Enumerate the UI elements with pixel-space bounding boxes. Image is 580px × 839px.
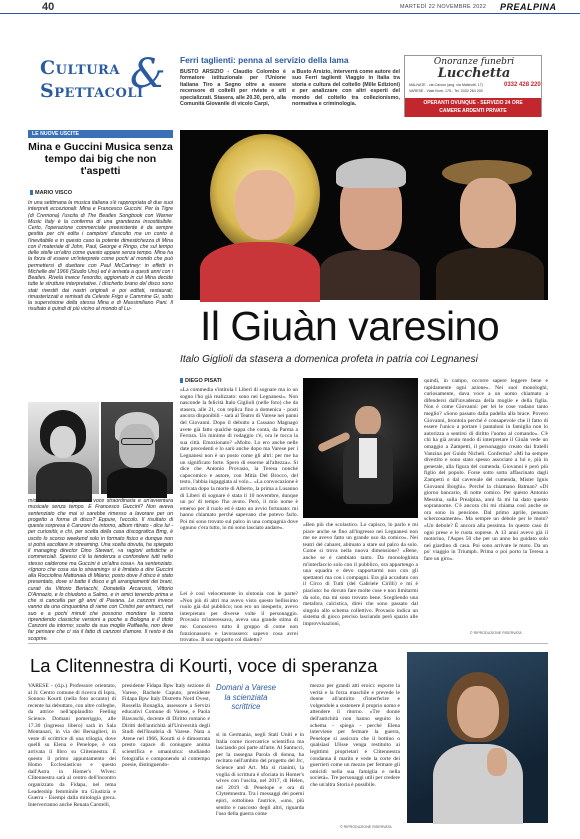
photo-kourti-body: [433, 744, 523, 824]
page-date: MARTEDÌ 22 NOVEMBRE 2022: [400, 4, 487, 10]
ad-banner-line2: CAMERE ARDENTI PRIVATE: [439, 108, 507, 114]
bottom-headline: La Clitennestra di Kourti, voce di speranza: [30, 655, 378, 676]
section-title: [40, 51, 180, 109]
main-byline: [180, 378, 222, 384]
bottom-col3-top: [282, 683, 304, 731]
brand-logo: PREALPINA: [500, 2, 557, 12]
photo-guccini-body: [107, 468, 167, 498]
main-photo-legnanesi: [180, 130, 548, 300]
section-title-line2: Spettacoli: [40, 80, 144, 102]
photo-guccini-glasses: [121, 438, 153, 445]
main-col3: quindi, in campo, occorre sapere leggere bene e rapidamente ogni azione». Nei suoi monologhi, curiosamente, dava voce a un uomo chiamato a difendersi dall'invadenza della moglie e della figlia. Non è come Giovanni: per lei le cose vadano tanto meglio? «Sono passato dalla padella alla brace. Povero Giovanni, brontola perché è consapevole che il fatto di essere l'unico a portare i pantaloni in famiglia non lo autorizza a sentirsi di diritto l'uomo al comando». C'è chi ha già avuto modo di interpretare il Giuàn vede un omaggio a Zampetti, il personaggio creato dai fratelli Vanzina per Guido Nicheli. Conferma? «Mi ha sempre divertito e sono stato spesso associato a lui e, più in generale, alla figura del cumenda. Giovanni è però più figlio del popolo. Forse sotto sotto affascinato dagli Zampetti o dal cavereale del cumenda, Mister Ignis Giovanni Borghi». Perché la chiamano Batman? «Di giorno bancario, di notte comico. Per questo Antonio Messina, sulla Prealpina, anni fa mi ha dato questo soprannome. C'è ancora chi mi chiama così anche se ora sono in pensione. Dal primo aprile, pensato scherzosamente». Ma sempre un debole per le moto? «Un debole? È ancora alla pessima. In questo caso di ogni prese e le ruota soprese. A 13 anni avevo già il motorino, l'Aspes 50 che per un anno ho guidato solo nel giardino di casa. Poi sono arrivate le moto. Da un po' viaggio in Triumph. Prima o poi porto la Teresa a fare un giro».: [424, 378, 548, 563]
left-byline-name: MARIO VISCO: [35, 190, 72, 196]
left-article: [28, 130, 173, 642]
photo-kourti-hand: [487, 748, 507, 776]
left-body-bottom: mione fa la forza per una voce straordinaria e un'avventura musicale senza tempo. E Francesco Guccini? Non aveva sentenziato che mai si sarebbe rimesso a lavorare per un progetto a forma di disco? Eppure, l'eccolo. Il risultato di questa sorpresa è Canzoni da intorno, album ritirato - dice lui - per curiosità; e chi, per scelta della casa discografica Bmg, è uscito lo scorso weekend solo in formato fisico e dunque non si potrà ascoltare in streaming. Una scelta dovuta, ha spiegato il managing director Dino Stewart, «a ragioni artistiche e commerciali. Spesso c'è la tendenza a confondere tutti nello stesso calderone ma Guccini è un'altra cosa». ha sentenziato. «Ignoro che cosa sia lo streaming» si è limitato a dire Guccini alla Rocciolina Mattonaia di Milano; posto dove il disco è stato presentato, dove si batte il disco e gli arrangiamenti dei brani, curati da Vittorio Bertacchi, Donatella Arcarossi, Vittorio D'Annazio, e lo chiudono a Salmo, e in amici tenendo prima e che si cancella per gli anni di Pavana. Le canzoni invece vanno da una cinquantina di rame con Cristini per entrarci, nel suo e a pochi minuti che possono mondare la scena riprendendo classiche versioni a poche a Bologna e il titolo Canzoni da intorno; scelto da sua moglie Raffaella, non deve far pensare che ci sia il fatto di canzoni d'amore. Il resto è da scoprire.: [28, 498, 173, 642]
photo-face-right: [460, 178, 516, 248]
photo-kourti-face: [457, 686, 499, 738]
left-headline: Mina e Guccini Musica senza tempo dai big che non t'aspetti: [28, 141, 173, 177]
photo-guccini: [101, 402, 173, 494]
byline-marker: [30, 190, 33, 195]
photo-mina-body: [36, 462, 92, 502]
ad-banner: [405, 98, 541, 117]
byline-marker-main: [180, 378, 183, 383]
bottom-col3: si in Germania, negli Stati Uniti e in Italia come ricercatrice scientifica ma lasciando poi parte all'arte. Al Santucci, per la rassegna Parola di donna, ha recitato nell'ambito del progetto del Jrc, Science and Art. Ma si rianimi, la voglia di scrittura è sfociata in Homer's wives con l'uscita, nel 2017, di Helen, nel 2019 di Penelope e ora di Clytemnestra. Tra i messaggi dei poemi epici, sottolinea l'autrice, «uno, più sentito e nascosto degli altri, riguarda l'uso della guerra come: [216, 732, 304, 818]
promo-title: Ferri taglienti: penna al servizio della lama: [180, 55, 349, 65]
main-credit: © RIPRODUZIONE RISERVATA: [470, 631, 522, 635]
left-byline: [30, 190, 72, 196]
main-headline: Il Giuàn varesino: [200, 303, 500, 349]
funeral-ad: [404, 55, 542, 117]
promo-col1: BUSTO ARSIZIO - Claudio Colombo è formatore istituzionale per l'Unione Italiana Tiro a Segno oltre a essere recensore di coltelli per riviste e siti specializzati. Stasera, alle 20.30, però, alla Comunità Giovanile di vicolo Carpi,: [180, 69, 286, 108]
photo-mina-face: [50, 426, 76, 458]
photo-giglioli-stage: [303, 378, 418, 518]
ad-address: MALNATE - via Cavour (ang. via Matteotti, 17): [409, 83, 483, 87]
section-divider: [28, 643, 548, 644]
left-kicker: LE NUOVE USCITE: [28, 130, 173, 138]
main-col1: «La commedia s'intitola I Liberi di sognare ma io un sogno l'ho già realizzato: sono nei Legnanesi». Non nasconde la felicità Italo Giglioli (nelle foto) che da stasera, alle 21, con replica fino a domenica - posti ancora disponibili - sarà al Teatro di Varese nei panni del Giovanni. Dopo il debutto a Cassano Magnago avete già fatto qualche tappa che conta, da Parma a Ferrara. Un minimo di rodaggio c'è, ora le tocca la sua città. Emozionato? «Molto. Lo ero anche nelle date precedenti e lo sarò anche dopo ma Varese per i Legnanesi non è un posto come gli altri: per me ha un significato forte. Spero di esserne all'altezza». Si dice che Antonio Provasio, la Teresa nonché capocomico e autore, con Mitia Del Brocco, del testo, l'abbia ingaggiata al volo... «La convocazione è arrivata dopo la morte di Alberto, la prima a Lusanno di Liberi di sognare è stata il 10 novembre, dunque un po' di tempo l'ho avuto. Però, il mio nome è emerso per il ruolo ed è stato un avvio fortunato: mi hanno chiamato perché sapevano che potevo farlo. Poi mi sono trovato sul palco in una compagnia dove ognuno c'era tutto, io mi sono lasciato andare».: [180, 387, 298, 532]
bottom-pullquote: Domani a Varese la scienziata scrittrice: [216, 683, 276, 711]
ad-name: Lucchetta: [437, 66, 511, 81]
main-byline-name: DIEGO PISATI: [185, 378, 222, 384]
bottom-credit: © RIPRODUZIONE RISERVATA: [340, 825, 392, 829]
page-header: [0, 0, 580, 14]
bottom-col1: VARESE - (d.p.) Professore orientato, al Jr. Centro comune di ricerca di Ispra, Sonnou Kourti (nella foto accanto) di recente ha debuttato, con altre colleghe, da attrice nell'applaudito Feeling Science. Domani pomeriggio, alle 17.30 (ingresso libero) sarà in Sala Montanari, in via dei Bersaglieri, in veste di scrittrice di una trilogia, dove quelli su Elena e Penelope, è ora arrivata il libro su Clitennestra. È questo il primo appuntamento dei Homo Ecclesiasticus e questo dall'Astra in Homer's Wives: Clitennestra sarà al centro dell'incontro organizzato da Fidapa, nel tema Leadership femminile tra Giustizia e Guerra - Esempi dalla mitologia greca. Interverranno anche Renata Carstelli,: [28, 683, 116, 808]
promo-col2: a Busto Arsizio, interverrà come autore del suo Ferri taglienti Viaggio in Italia tra storia e cultura del coltello (Mille Edizioni) e per analizzare con altri esperti del mondo del coltello tra collezionismo, normativa e criminologia.: [292, 69, 400, 108]
section-ampersand: &: [130, 51, 166, 97]
photo-kourti: [407, 652, 548, 823]
photo-body-middle: [320, 250, 420, 300]
photo-stage-head: [355, 406, 381, 436]
page-number: 40: [42, 1, 55, 13]
photo-face-left: [235, 170, 295, 240]
photo-body-right: [436, 248, 544, 300]
main-subhead: Italo Giglioli da stasera a domenica profeta in patria coi Legnanesi: [180, 354, 478, 365]
main-col1b: Lei è così velocemente in sintonia con le parte? «Non più di altri ma avevo visto questo bellissimo ruolo già dal pubblico; non ero un inesperto, avevo interpretato per diverse volte il personaggio. Provasio m'interessava, aveva una grande stima di me. Conoscevo tutto il gruppo di come non funzionassero e lavorassero: sapevo cosa avrei trovato». Il suo rapporto col dialetto?: [180, 591, 298, 644]
ad-banner-line1: OPERANTI OVUNQUE - SERVIZIO 24 ORE: [423, 100, 523, 106]
photo-mina: [28, 402, 99, 494]
ad-phone: 0332 428 220: [504, 81, 541, 88]
section-title-line1: Cultura: [40, 57, 120, 79]
photo-guccini-face: [119, 424, 155, 468]
ad-line2: VARESE - Viale Borri, 175 - Tel. 0332 264 200: [409, 89, 483, 93]
left-body-top: In una settimana la musica italiana s'è rappropriata di due suoi interpreti eccezionali: Mina e Francesco Guccini. Per la Tigre (di Cremona) l'uscita di The Beatles Songbook con Warner Music Italy è la conferma di una grandezza insostituibile. Certo, l'operazione commerciale preesistente è da sempre gestita per chi edita i campioni d'ascolto ma un conto è l'inevitabile e in questo caso la potente dimestichezza di Mina con il materiale di John, Paul, George e Ringo, che sul tempo delle stelle un'altro come questo appare senza tempo. Mina ha la forza di essere un'interprete come pochi al mondo che può permettersi di duettare con Paul McCartney: in effetti in Michelle del 1966 (Studio Uno) ed è arrivata a questi anni con i Beatles. Rivela invece l'esordio, aggiornato in cui Mina decide tutte le strutture interpretative. I dischetto brano del disco sono stati rivestiti dai nastri originali e poi editati, restaurati, rimasterizzati e remixati da Celeste Frigo e Cammine Gi, sotto la supervisione della stessa Mina e di Massimiliano Pani. Il risultato è quindi di più vicino al mondo di Lu-: [28, 200, 173, 313]
photo-stage-shirt: [359, 438, 377, 478]
photo-hair-middle: [336, 158, 406, 188]
bottom-col2: presidente Fidapa Bpw Italy sezione di Varese, Rachele Caputo, presidente Fidapa Bpw Italy Distretto Nord Ovest, Rossella Bonaglia, assessore a Servizi educativi Comune di Varese, e Paola Biavaschi, docente di Diritto romano e Diritti dell'antichità all'Università degli Studi dell'Insubria di Varese. Nata a Atene nel 1966, Kourti si è dimostrata presto capace di coniugare anima scientifica e umanistica: studiando fotografia e componendo al contempo poesie, distinguendo-: [122, 683, 210, 769]
promo-box: [180, 55, 400, 117]
photo-dress-left: [200, 242, 320, 302]
main-col2: «Ben più che scolastico. Lo capisco, lo parlo e mi piace anche se fino all'ingresso nei Legnanesi non me ne avevo fatto un grande uso da comico». Nei teatri del cabaret, abituato a stare sul palco da solo. Come si trova nella nuova dimensione? «Bene, anche se è cambiato tanto. Da monologhista m'interfaccio solo con il pubblico, ora appartengo a una squadra e devo rapportarmi non con gli spettatori ma con i compagni. Era già accaduto con il Circo di Tutti (del Gabriele Cirilli) e mi è piaciuto: ho dovuto fare molte cose e non limitarmi da solo, ma mi sono trovato bene. Scegliendo una metafora calcistica, direi che sono passato dal singolo allo schema collettivo. Provasio indica un sistema di gioco preciso lasciando però spazio alle improvvisazioni,: [303, 522, 418, 627]
bottom-col4: mezzo per grandi atti eroici: esporre la verità e la forza maschile e prevede le donne all'antirito d'interferire e volgendole a sostenere il proprio uomo e attendere il ritorno. «Tre donne dell'antichità non hanno seguito lo schema - spiega - perché Elena interviene per fermare la guerra, Penelope si assicura che il bottino o qualsiasi Ulisse venga restituito ai legittimi proprietari e Clitennestra condanna il marito e vede la corte dei guerrieri come un mezzo per fermare gli omicidi nella sua famiglia e nella società». Tre personaggi utili per credere che un'altra Storia è possibile.: [310, 683, 400, 788]
ad-heading: Onoranze funebri: [433, 57, 515, 67]
